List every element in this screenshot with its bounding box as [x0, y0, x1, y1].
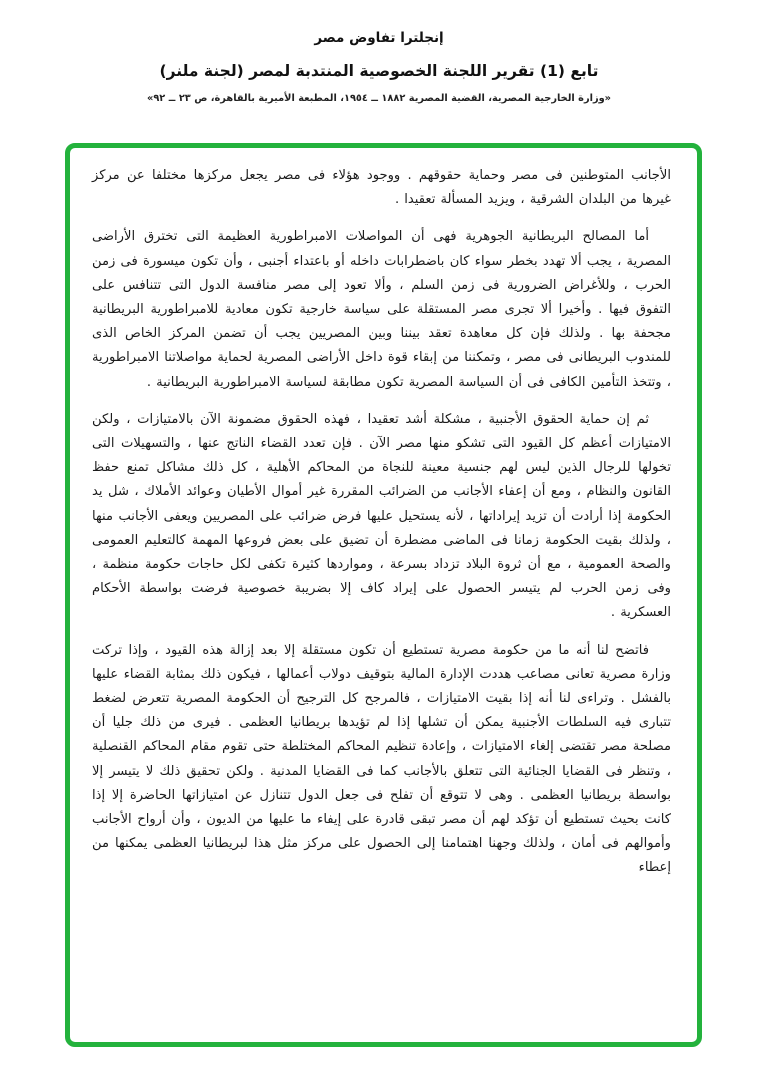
paragraph-4: فاتضح لنا أنه ما من حكومة مصرية تستطيع أن تكون مستقلة إلا بعد إزالة هذه القيود ، وإذا تركت وزارة مصرية تعانى مصاعب هددت الإدارة المالية بتوقيف دولاب أعمالها ، فيكون ذلك بمثابة القضاء عليها بالفشل . وتراءى لنا أنه إذا بقيت الامتيازات ، فالمرجح كل الترجيح أن الحكومة المصرية تتعرض لضغط تتبارى فيه السلطات الأجنبية يمكن أن تشلها إذا لم تؤيدها بريطانيا العظمى . فيرى من ذلك جليا أن مصلحة مصر تقتضى إلغاء الامتيازات ، وإعادة تنظيم المحاكم المختلطة حتى تقوم مقام المحاكم القنصلية ، وتنظر فى القضايا الجنائية التى تتعلق بالأجانب كما فى القضايا المدنية . ولكن تحقيق ذلك لا يتيسر إلا بواسطة بريطانيا العظمى . وهى لا تتوقع أن تفلح فى جعل الدول تتنازل عن امتيازاتها الحاضرة إلا إذا كانت بحيث تستطيع أن تؤكد لهم أن مصر تبقى قادرة على إيفاء ما عليها من الديون ، وأن أرواح الأجانب وأموالهم فى أمان ، ولذلك وجهنا اهتمامنا إلى الحصول على مركز مثل هذا لبريطانيا العظمى يمكنها من إعطاء	[92, 642, 671, 876]
paragraph-1: الأجانب المتوطنين فى مصر وحماية حقوقهم . ووجود هؤلاء فى مصر يجعل مركزها مختلفا عن مركز غيرها من البلدان الشرقية ، ويزيد المسألة تعقيدا .	[92, 168, 671, 208]
header-source-citation: «وزارة الخارجية المصرية، القضية المصرية ١٨٨٢ ــ ١٩٥٤، المطبعة الأميرية بالقاهرة، ص ٢٣ ــ ٩٢»	[146, 93, 612, 104]
scanned-text-frame	[65, 143, 702, 1047]
paragraph-3: ثم إن حماية الحقوق الأجنبية ، مشكلة أشد تعقيدا ، فهذه الحقوق مضمونة الآن بالامتيازات ، ولكن الامتيازات أعظم كل القيود التى تشكو منها مصر الآن . فإن تعدد القضاء الناتج عنها ، والتسهيلات التى تخولها للرجال الذين ليس لهم جنسية معينة للنجاة من المحاكم الأهلية ، كل ذلك مشاكل تمنع حفظ القانون والنظام ، ومع أن إعفاء الأجانب من الضرائب المقررة غير أموال الأطيان وعوائد الأملاك ، شل يد الحكومة إذا أرادت أن تزيد إيراداتها ، لأنه يستحيل عليها فرض ضرائب على المصريين ويعفى الأجانب منها ، ولذلك بقيت الحكومة زمانا فى الماضى مضطرة أن تضيق على بعض فروعها المهمة كالتعليم العمومى والصحة العمومية ، مع أن ثروة البلاد تزداد بسرعة ، ومواردها كثيرة تكفى لكل حاجات حكومة منظمة ، وفى زمن الحرب لم يتيسر الحصول على إيراد كاف إلا بضريبة خصوصية فرضت بواسطة الأحكام العسكرية .	[92, 411, 671, 621]
document-header	[0, 30, 758, 104]
paragraph-2: أما المصالح البريطانية الجوهرية فهى أن المواصلات الامبراطورية العظيمة التى تخترق الأراضى المصرية ، يجب ألا تهدد بخطر سواء كان باضطرابات داخله أو باعتداء أجنبى ، وأن تكون ميسورة فى زمن الحرب ، وللأغراض الضرورية فى زمن السلم ، وألا تعود إلى مصر منافسة الدول التى تتنافس على التفوق فيها . وأخيرا ألا تجرى مصر المستقلة على سياسة خارجية تكون معادية للامبراطورية البريطانية مجحفة بها . ولذلك فإن كل معاهدة تعقد بيننا وبين المصريين يجب أن تضمن المركز الخاص الذى للمندوب البريطانى فى مصر ، وتمكننا من إبقاء قوة داخل الأراضى المصرية لحماية مواصلاتنا الامبراطورية ، وتتخذ التأمين الكافى فى أن السياسة المصرية تكون مطابقة لسياسة الامبراطورية البريطانية .	[92, 229, 671, 390]
header-title: إنجلترا تفاوض مصر	[314, 30, 444, 46]
header-subtitle: تابع (1) تقرير اللجنة الخصوصية المنتدبة لمصر (لجنة ملنر)	[159, 62, 599, 80]
